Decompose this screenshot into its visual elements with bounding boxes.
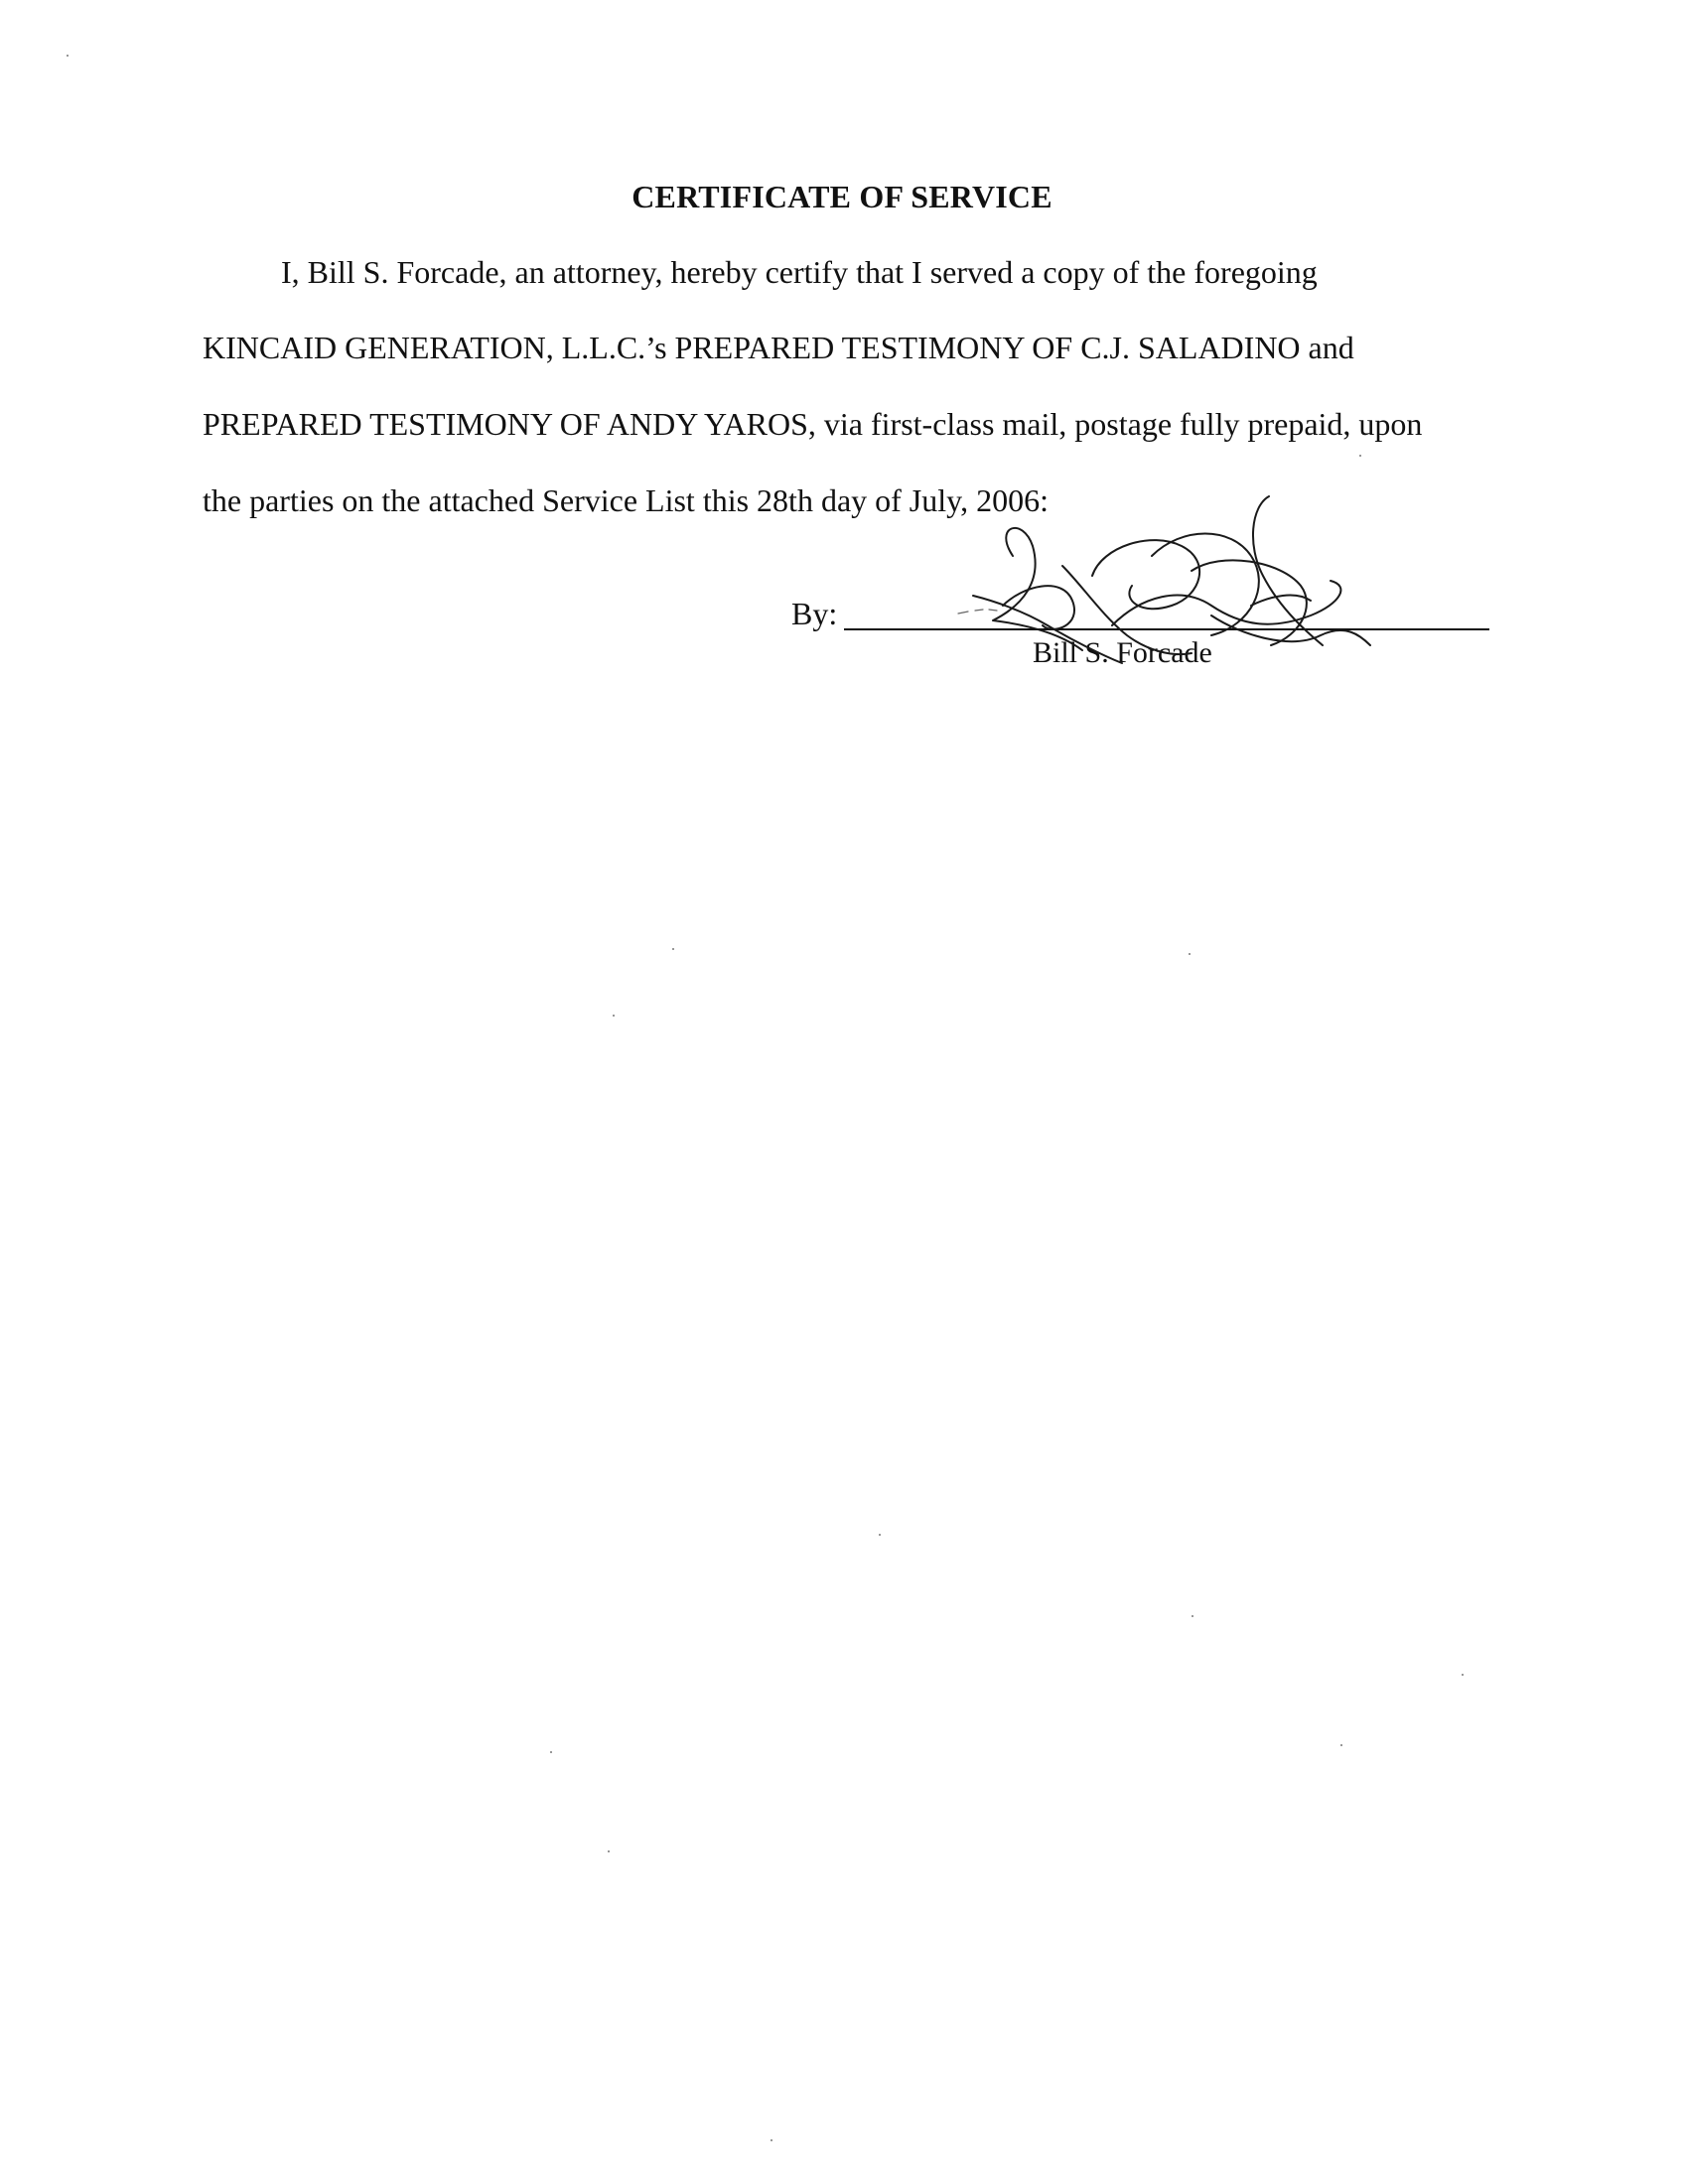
signature-label: By:: [791, 596, 838, 631]
document-title: CERTIFICATE OF SERVICE: [632, 179, 1052, 214]
body-line-4: the parties on the attached Service List this 28th day of July, 2006:: [203, 482, 1049, 518]
body-line-3: PREPARED TESTIMONY OF ANDY YAROS, via first-class mail, postage fully prepaid, upon: [203, 406, 1423, 442]
scan-speck: [879, 1534, 881, 1536]
scan-speck: [1462, 1674, 1464, 1676]
signatory-name: Bill S. Forcade: [1033, 636, 1212, 669]
body-line-1: I, Bill S. Forcade, an attorney, hereby certify that I served a copy of the foregoing: [281, 254, 1318, 290]
scan-speck: [1359, 455, 1361, 457]
scan-speck: [67, 55, 69, 57]
body-line-2: KINCAID GENERATION, L.L.C.’s PREPARED TESTIMONY OF C.J. SALADINO and: [203, 330, 1354, 365]
scan-speck: [550, 1751, 552, 1753]
handwritten-signature: [953, 486, 1390, 685]
scan-speck: [771, 2139, 772, 2141]
scan-speck: [1189, 953, 1191, 955]
scan-speck: [608, 1850, 610, 1852]
scan-speck: [613, 1015, 615, 1017]
scan-speck: [1192, 1615, 1193, 1617]
scan-speck: [1340, 1744, 1342, 1746]
scan-speck: [672, 948, 674, 950]
